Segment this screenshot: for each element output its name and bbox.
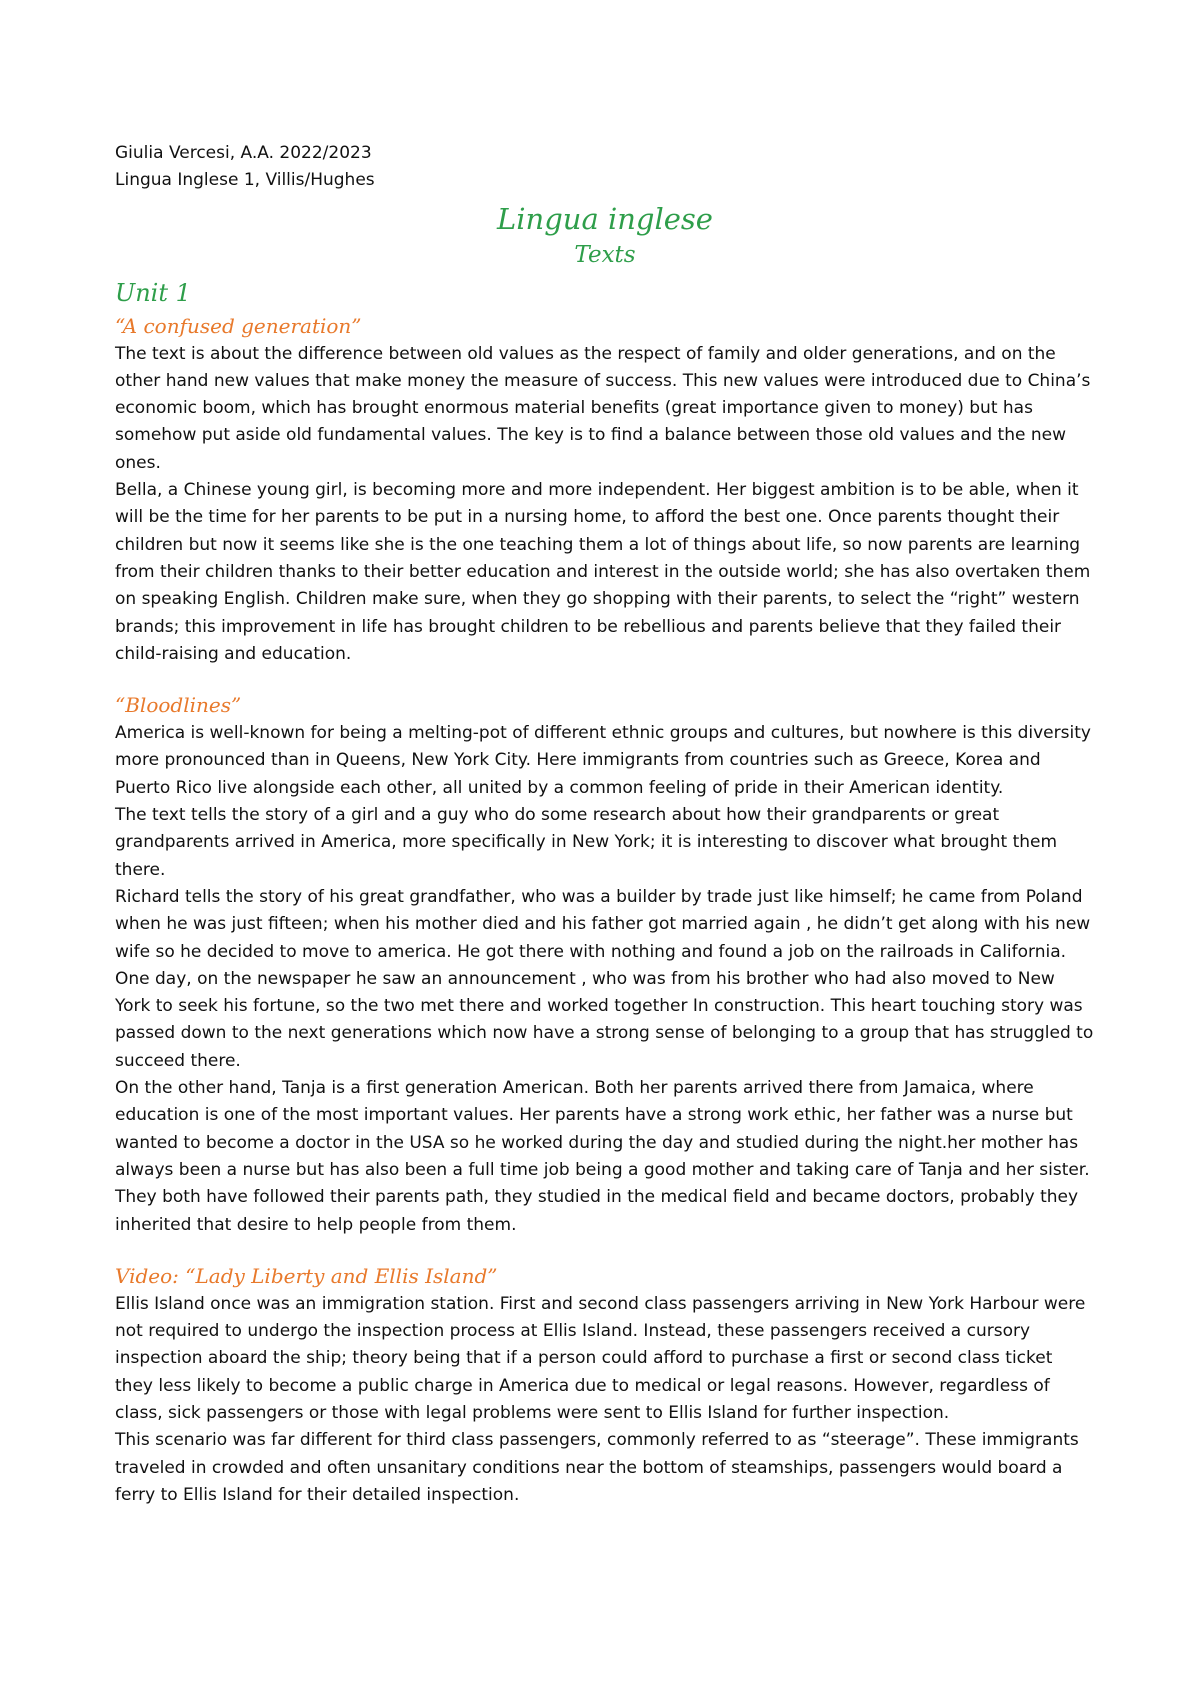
section-heading: Video: “Lady Liberty and Ellis Island” [115,1263,498,1288]
document-title: Lingua inglese [497,201,713,236]
section-heading: “Bloodlines” [115,693,242,718]
course-line: Lingua Inglese 1, Villis/Hughes [115,170,375,191]
paragraph: The text tells the story of a girl and a guy who do some research about how their grandparents or great grandparents arrived in America, more specifically in New York; it is interesting to discover what brought them there. [115,805,1058,880]
section-bloodlines [115,690,1095,1239]
paragraph: Richard tells the story of his great grandfather, who was a builder by trade just like himself; he came from Poland when he was just fifteen; when his mother died and his father got married again , he didn’t get along with his new wife so he decided to move to america. He got there with nothing and found a job on the railroads in California. One day, on the newspaper he saw an announcement , who was from his brother who had also moved to New York to seek his fortune, so the two met there and worked together In construction. This heart touching story was passed down to the next generations which now have a strong sense of belonging to a group that has struggled to succeed there. [115,886,1094,1071]
paragraph: This scenario was far different for third class passengers, commonly referred to as “steerage”. These immigrants traveled in crowded and often unsanitary conditions near the bottom of steamships, passengers would board a ferry to Ellis Island for their detailed inspection. [115,1430,1079,1505]
paragraph: The text is about the difference between old values as the respect of family and older generations, and on the other hand new values that make money the measure of success. This new values were introduced due to China’s economic boom, which has brought enormous material benefits (great importance given to money) but has somehow put aside old fundamental values. The key is to find a balance between those old values and the new ones. [115,343,1091,473]
paragraph: Ellis Island once was an immigration station. First and second class passengers arriving in New York Harbour were not required to undergo the inspection process at Ellis Island. Instead, these passengers received a cursory inspection aboard the ship; theory being that if a person could afford to purchase a first or second class ticket they less likely to become a public charge in America due to medical or legal reasons. However, regardless of class, sick passengers or those with legal problems were sent to Ellis Island for further inspection. [115,1293,1086,1423]
document-content [115,140,1095,1509]
paragraph: Bella, a Chinese young girl, is becoming more and more independent. Her biggest ambition is to be able, when it will be the time for her parents to be put in a nursing home, to afford the best one. Once parents thought their children but now it seems like she is the one teaching them a lot of things about life, so now parents are learning from their children thanks to their better education and interest in the outside world; she has also overtaken them on speaking English. Children make sure, when they go shopping with their parents, to select the “right” western brands; this improvement in life has brought children to be rebellious and parents believe that they failed their child-raising and education. [115,480,1091,664]
document-subtitle: Texts [574,241,636,268]
paragraph: America is well-known for being a melting-pot of different ethnic groups and cultures, but nowhere is this diversity more pronounced than in Queens, New York City. Here immigrants from countries such as Greece, Korea and Puerto Rico live alongside each other, all united by a common feeling of pride in their American identity. [115,723,1091,798]
unit-heading: Unit 1 [115,278,191,307]
section-confused-generation [115,311,1095,669]
section-heading: “A confused generation” [115,313,362,338]
author-line: Giulia Vercesi, A.A. 2022/2023 [115,143,372,163]
paragraph: On the other hand, Tanja is a first generation American. Both her parents arrived there from Jamaica, where education is one of the most important values. Her parents have a strong work ethic, her father was a nurse but wanted to become a doctor in the USA so he worked during the day and studied during the night.her mother has always been a nurse but has also been a full time job being a good mother and taking care of Tanja and her sister. They both have followed their parents path, they studied in the medical field and became doctors, probably they inherited that desire to help people from them. [115,1078,1090,1235]
section-ellis-island-video [115,1261,1095,1509]
